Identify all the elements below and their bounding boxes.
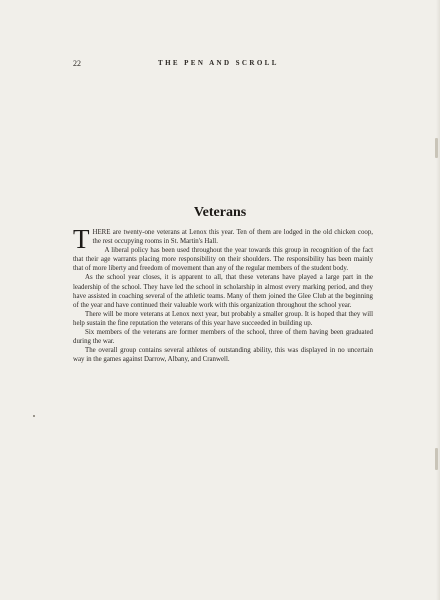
page-number: 22	[73, 59, 81, 68]
article-title: Veterans	[193, 205, 247, 220]
paragraph: Six members of the veterans are former members of the school, three of them having been graduated during the war.	[73, 329, 373, 346]
paragraph-text: are twenty-one veterans at Lenox this year. Ten of them are lodged in the old chicken coop, the rest occupying rooms in St. Martin's Hall.	[92, 229, 373, 246]
paragraph: There will be more veterans at Lenox next year, but probably a smaller group. It is hoped that they will help sustain the fine reputation the veterans of this year have succeeded in building up.	[73, 310, 373, 327]
paragraph	[73, 224, 373, 254]
page-binding-mark	[435, 448, 438, 470]
journal-title: THE PEN AND SCROLL	[158, 59, 279, 67]
page-binding-mark	[435, 138, 438, 158]
lead-caps: HERE	[92, 229, 111, 236]
running-head	[73, 59, 373, 71]
paragraph: A liberal policy has been used throughout the year towards this group in recognition of the fact that their age warrants placing more responsibility on their shoulders. The responsibility has been mainly that of more liberty and freedom of movement than any of the regular members of the student body.	[73, 247, 373, 273]
paper-speck	[33, 415, 35, 417]
page-edge-shadow	[436, 0, 440, 600]
paragraph: The overall group contains several athletes of outstanding ability, this was displayed in no uncertain way in the games against Darrow, Albany, and Cranwell.	[73, 347, 373, 364]
article-body	[73, 224, 373, 364]
paragraph: As the school year closes, it is apparent to all, that these veterans have played a large part in the leadership of the school. They have led the school in scholarship in almost every marking period, and they have assisted in coaching several of the athletic teams. Many of them joined the Glee Club at the beginning of the year and have continued their valuable work with this organization throughout the school year.	[73, 274, 373, 309]
drop-cap: T	[73, 224, 90, 254]
